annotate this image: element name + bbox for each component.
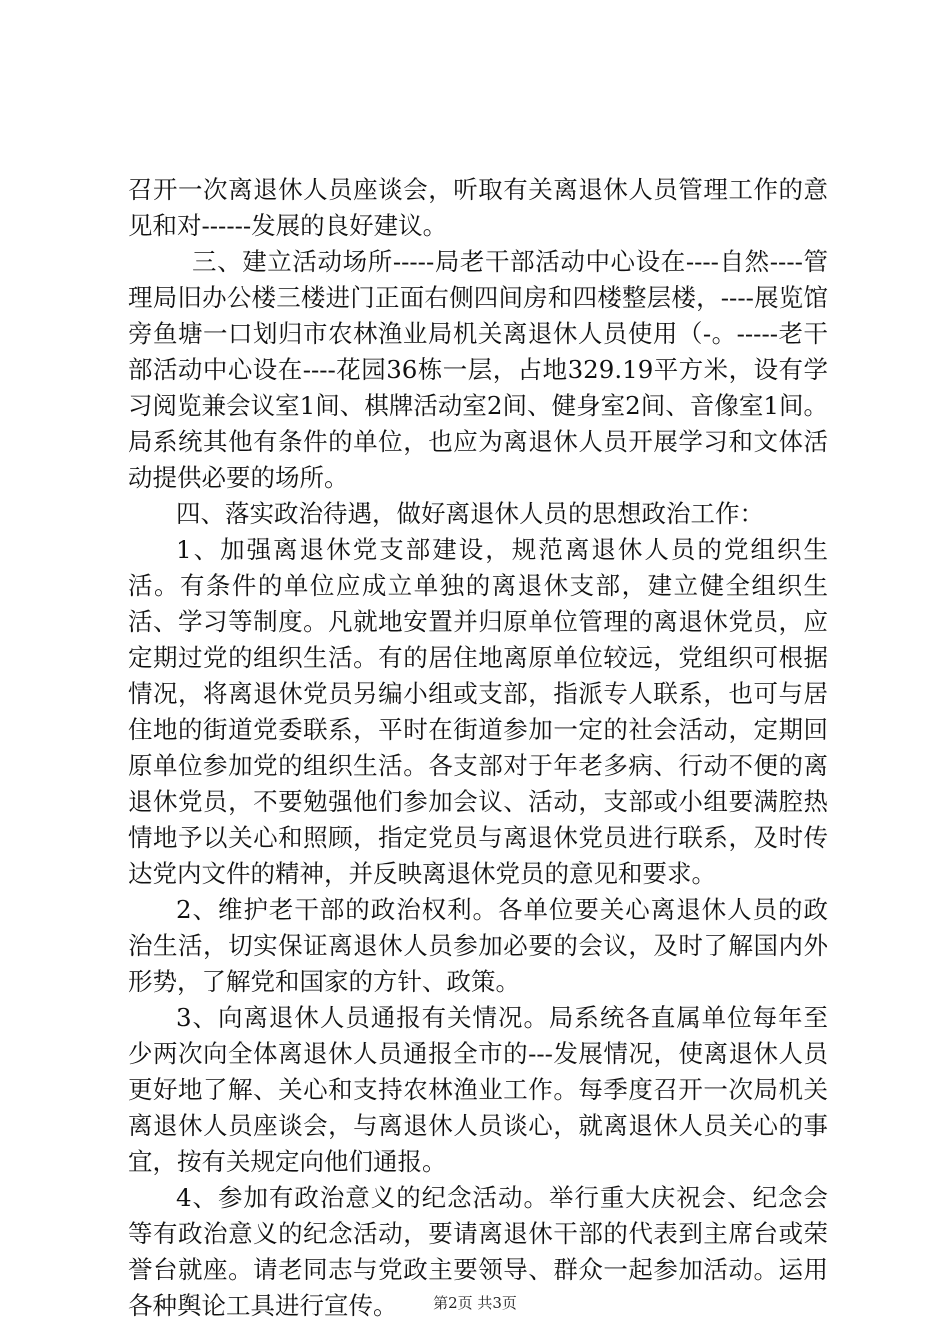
document-body <box>128 172 828 1324</box>
paragraph-4: 1、加强离退休党支部建设，规范离退休人员的党组织生活。有条件的单位应成立单独的离退休支部，建立健全组织生活、学习等制度。凡就地安置并归原单位管理的离退休党员，应定期过党的组织生活。有的居住地离原单位较远，党组织可根据情况，将离退休党员另编小组或支部，指派专人联系，也可与居住地的街道党委联系，平时在街道参加一定的社会活动，定期回原单位参加党的组织生活。各支部对于年老多病、行动不便的离退休党员，不要勉强他们参加会议、活动，支部或小组要满腔热情地予以关心和照顾，指定党员与离退休党员进行联系，及时传达党内文件的精神，并反映离退休党员的意见和要求。 <box>128 535 828 888</box>
paragraph-7: 4、参加有政治意义的纪念活动。举行重大庆祝会、纪念会等有政治意义的纪念活动，要请离退休干部的代表到主席台或荣誉台就座。请老同志与党政主要领导、群众一起参加活动。运用各种舆论工具进行宣传。 <box>128 1183 828 1320</box>
paragraph-6: 3、向离退休人员通报有关情况。局系统各直属单位每年至少两次向全体离退休人员通报全市的---发展情况，使离退休人员更好地了解、关心和支持农林渔业工作。每季度召开一次局机关离退休人员座谈会，与离退休人员谈心，就离退休人员关心的事宜，按有关规定向他们通报。 <box>128 1003 828 1176</box>
paragraph-1: 召开一次离退休人员座谈会，听取有关离退休人员管理工作的意见和对------发展的良好建议。 <box>128 175 828 240</box>
paragraph-2: 三、建立活动场所-----局老干部活动中心设在----自然----管理局旧办公楼三楼进门正面右侧四间房和四楼整层楼，----展览馆旁鱼塘一口划归市农林渔业局机关离退休人员使用（-。-----老干部活动中心设在----花园36栋一层，占地329.19平方米，设有学习阅览兼会议室1间、棋牌活动室2间、健身室2间、音像室1间。局系统其他有条件的单位，也应为离退休人员开展学习和文体活动提供必要的场所。 <box>128 247 828 492</box>
paragraph-5: 2、维护老干部的政治权利。各单位要关心离退休人员的政治生活，切实保证离退休人员参加必要的会议，及时了解国内外形势，了解党和国家的方针、政策。 <box>128 895 828 996</box>
page-number-footer: 第2页 共3页 <box>433 1294 517 1312</box>
paragraph-3: 四、落实政治待遇，做好离退休人员的思想政治工作： <box>176 499 764 528</box>
